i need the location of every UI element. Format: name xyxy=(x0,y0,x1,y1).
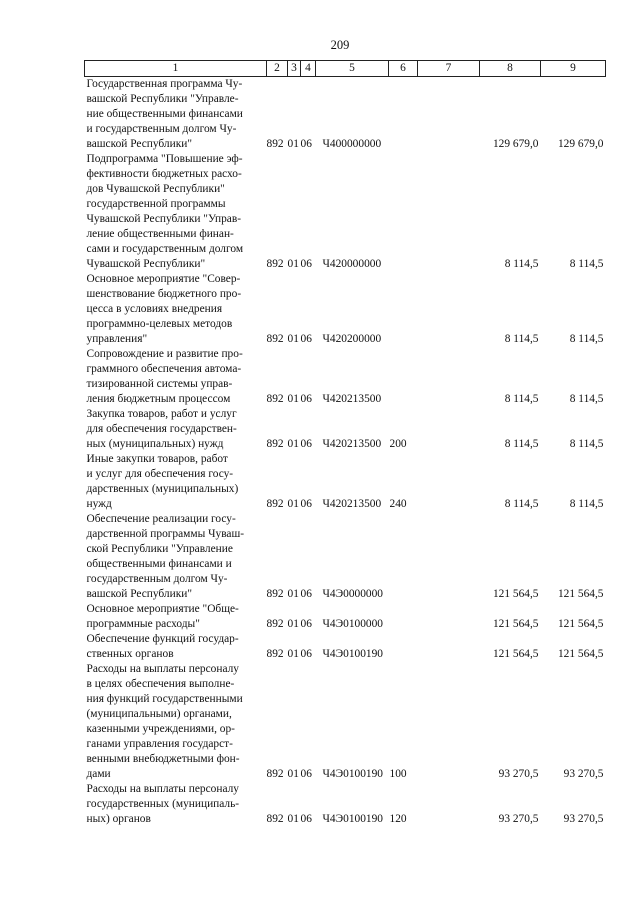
row-name-line: и услуг для обеспечения госу- xyxy=(86,468,234,480)
section-code: 01 xyxy=(287,813,299,825)
subsection-code: 06 xyxy=(300,258,312,270)
section-code: 01 xyxy=(287,648,299,660)
header-col-4: 4 xyxy=(301,61,316,77)
table-row xyxy=(85,512,606,602)
column-7-value xyxy=(418,407,480,452)
amount-col-9: 93 270,5 xyxy=(563,768,604,780)
target-article-code: Ч420213500 xyxy=(322,498,382,510)
row-name-line: Подпрограмма "Повышение эф- xyxy=(86,153,243,165)
amount-col-9: 121 564,5 xyxy=(557,648,604,660)
row-name-line: Иные закупки товаров, работ xyxy=(86,453,228,465)
header-col-9: 9 xyxy=(541,61,606,77)
header-col-7: 7 xyxy=(418,61,480,77)
row-name-line: ления бюджетным процессом xyxy=(86,393,231,405)
target-article-code: Ч4Э0100000 xyxy=(322,618,383,630)
target-article-code: Ч4Э0000000 xyxy=(322,588,383,600)
row-name xyxy=(85,782,267,827)
row-name-line: Чувашской Республики" xyxy=(86,258,206,270)
amount-col-8: 8 114,5 xyxy=(504,393,539,405)
header-col-6: 6 xyxy=(389,61,418,77)
row-name-line: граммного обеспечения автома- xyxy=(86,363,242,375)
ministry-code: 892 xyxy=(266,393,284,405)
row-name-line: венными внебюджетными фон- xyxy=(86,753,240,765)
ministry-code: 892 xyxy=(266,813,284,825)
table-row xyxy=(85,452,606,512)
row-name-line: Расходы на выплаты персоналу xyxy=(86,783,239,795)
target-article-code: Ч420000000 xyxy=(322,258,382,270)
section-code: 01 xyxy=(287,618,299,630)
expense-type-code: 240 xyxy=(389,498,407,510)
row-name xyxy=(85,77,267,153)
column-7-value xyxy=(418,782,480,827)
table-body xyxy=(85,77,606,828)
row-name-line: вашской Республики" xyxy=(86,588,192,600)
row-name xyxy=(85,452,267,512)
header-col-8: 8 xyxy=(480,61,541,77)
expense-type-code xyxy=(389,602,418,632)
row-name-line: вашской Республики" xyxy=(86,138,192,150)
row-name-line: ственных органов xyxy=(86,648,174,660)
row-name xyxy=(85,347,267,407)
amount-col-9: 8 114,5 xyxy=(569,393,604,405)
row-name-line: Обеспечение функций государ- xyxy=(86,633,239,645)
row-name-line: дами xyxy=(86,768,111,780)
subsection-code: 06 xyxy=(300,438,312,450)
amount-col-8: 8 114,5 xyxy=(504,498,539,510)
expense-type-code xyxy=(389,152,418,272)
ministry-code: 892 xyxy=(266,498,284,510)
subsection-code: 06 xyxy=(300,393,312,405)
row-name-line: в целях обеспечения выполне- xyxy=(86,678,235,690)
section-code: 01 xyxy=(287,258,299,270)
table-row xyxy=(85,632,606,662)
budget-table xyxy=(84,60,606,827)
table-row xyxy=(85,662,606,782)
target-article-code: Ч420200000 xyxy=(322,333,382,345)
row-name-line: вашской Республики "Управле- xyxy=(86,93,239,105)
ministry-code: 892 xyxy=(266,768,284,780)
row-name-line: общественными финансами и xyxy=(86,558,232,570)
row-name-line: Расходы на выплаты персоналу xyxy=(86,663,239,675)
subsection-code: 06 xyxy=(300,648,312,660)
table-row xyxy=(85,152,606,272)
subsection-code: 06 xyxy=(300,768,312,780)
row-name-line: ния функций государственными xyxy=(86,693,243,705)
row-name xyxy=(85,152,267,272)
ministry-code: 892 xyxy=(266,648,284,660)
row-name-line: Основное мероприятие "Совер- xyxy=(86,273,241,285)
row-name-line: программно-целевых методов xyxy=(86,318,233,330)
amount-col-8: 93 270,5 xyxy=(498,768,539,780)
table-row xyxy=(85,407,606,452)
target-article-code: Ч4Э0100190 xyxy=(322,813,383,825)
target-article-code: Ч420213500 xyxy=(322,438,382,450)
ministry-code: 892 xyxy=(266,333,284,345)
column-7-value xyxy=(418,632,480,662)
section-code: 01 xyxy=(287,768,299,780)
header-col-5: 5 xyxy=(316,61,389,77)
section-code: 01 xyxy=(287,588,299,600)
row-name-line: государственным долгом Чу- xyxy=(86,573,228,585)
amount-col-8: 121 564,5 xyxy=(492,648,539,660)
subsection-code: 06 xyxy=(300,588,312,600)
expense-type-code: 200 xyxy=(389,438,407,450)
table-row xyxy=(85,77,606,153)
ministry-code: 892 xyxy=(266,618,284,630)
column-7-value xyxy=(418,152,480,272)
expense-type-code xyxy=(389,512,418,602)
row-name-line: управления" xyxy=(86,333,148,345)
section-code: 01 xyxy=(287,138,299,150)
amount-col-9: 8 114,5 xyxy=(569,438,604,450)
amount-col-9: 93 270,5 xyxy=(563,813,604,825)
amount-col-8: 8 114,5 xyxy=(504,438,539,450)
row-name-line: Закупка товаров, работ и услуг xyxy=(86,408,237,420)
section-code: 01 xyxy=(287,498,299,510)
amount-col-8: 93 270,5 xyxy=(498,813,539,825)
row-name-line: дов Чувашской Республики" xyxy=(86,183,225,195)
header-col-2: 2 xyxy=(267,61,288,77)
row-name-line: сами и государственным долгом xyxy=(86,243,244,255)
section-code: 01 xyxy=(287,393,299,405)
ministry-code: 892 xyxy=(266,258,284,270)
row-name xyxy=(85,272,267,347)
amount-col-9: 121 564,5 xyxy=(557,618,604,630)
column-7-value xyxy=(418,452,480,512)
row-name-line: (муниципальными) органами, xyxy=(86,708,232,720)
row-name-line: для обеспечения государствен- xyxy=(86,423,237,435)
row-name-line: дарственных (муниципальных) xyxy=(86,483,239,495)
amount-col-8: 121 564,5 xyxy=(492,588,539,600)
row-name-line: дарственной программы Чуваш- xyxy=(86,528,245,540)
row-name-line: ганами управления государст- xyxy=(86,738,233,750)
row-name-line: ных) органов xyxy=(86,813,151,825)
amount-col-8: 121 564,5 xyxy=(492,618,539,630)
row-name xyxy=(85,407,267,452)
row-name-line: Обеспечение реализации госу- xyxy=(86,513,236,525)
amount-col-9: 8 114,5 xyxy=(569,333,604,345)
row-name-line: Сопровождение и развитие про- xyxy=(86,348,243,360)
amount-col-9: 121 564,5 xyxy=(557,588,604,600)
amount-col-8: 8 114,5 xyxy=(504,258,539,270)
row-name-line: цесса в условиях внедрения xyxy=(86,303,223,315)
target-article-code: Ч400000000 xyxy=(322,138,382,150)
amount-col-8: 8 114,5 xyxy=(504,333,539,345)
column-7-value xyxy=(418,662,480,782)
row-name-line: нужд xyxy=(86,498,112,510)
row-name-line: ление общественными финан- xyxy=(86,228,234,240)
row-name-line: Государственная программа Чу- xyxy=(86,78,243,90)
expense-type-code: 120 xyxy=(389,813,407,825)
target-article-code: Ч4Э0100190 xyxy=(322,648,383,660)
table-header-row xyxy=(85,61,606,77)
row-name xyxy=(85,512,267,602)
amount-col-9: 129 679,0 xyxy=(557,138,604,150)
amount-col-9: 8 114,5 xyxy=(569,258,604,270)
row-name-line: ние общественными финансами xyxy=(86,108,243,120)
amount-col-8: 129 679,0 xyxy=(492,138,539,150)
row-name-line: и государственным долгом Чу- xyxy=(86,123,237,135)
subsection-code: 06 xyxy=(300,813,312,825)
section-code: 01 xyxy=(287,438,299,450)
target-article-code: Ч4Э0100190 xyxy=(322,768,383,780)
ministry-code: 892 xyxy=(266,138,284,150)
column-7-value xyxy=(418,512,480,602)
row-name xyxy=(85,632,267,662)
row-name-line: фективности бюджетных расхо- xyxy=(86,168,242,180)
table-row xyxy=(85,347,606,407)
section-code: 01 xyxy=(287,333,299,345)
ministry-code: 892 xyxy=(266,438,284,450)
row-name-line: шенствование бюджетного про- xyxy=(86,288,242,300)
expense-type-code xyxy=(389,272,418,347)
subsection-code: 06 xyxy=(300,138,312,150)
subsection-code: 06 xyxy=(300,333,312,345)
subsection-code: 06 xyxy=(300,498,312,510)
header-col-3: 3 xyxy=(288,61,301,77)
column-7-value xyxy=(418,602,480,632)
header-col-1: 1 xyxy=(85,61,267,77)
subsection-code: 06 xyxy=(300,618,312,630)
row-name-line: Основное мероприятие "Обще- xyxy=(86,603,239,615)
table-row xyxy=(85,602,606,632)
row-name xyxy=(85,602,267,632)
row-name-line: ных (муниципальных) нужд xyxy=(86,438,224,450)
expense-type-code xyxy=(389,632,418,662)
column-7-value xyxy=(418,77,480,153)
expense-type-code: 100 xyxy=(389,768,407,780)
expense-type-code xyxy=(389,77,418,153)
row-name-line: Чувашской Республики "Управ- xyxy=(86,213,242,225)
ministry-code: 892 xyxy=(266,588,284,600)
page-number: 209 xyxy=(330,38,350,52)
table-row xyxy=(85,272,606,347)
row-name-line: ской Республики "Управление xyxy=(86,543,233,555)
row-name xyxy=(85,662,267,782)
expense-type-code xyxy=(389,347,418,407)
column-7-value xyxy=(418,272,480,347)
column-7-value xyxy=(418,347,480,407)
row-name-line: программные расходы" xyxy=(86,618,200,630)
row-name-line: тизированной системы управ- xyxy=(86,378,233,390)
row-name-line: государственных (муниципаль- xyxy=(86,798,240,810)
table-row xyxy=(85,782,606,827)
target-article-code: Ч420213500 xyxy=(322,393,382,405)
row-name-line: государственной программы xyxy=(86,198,226,210)
amount-col-9: 8 114,5 xyxy=(569,498,604,510)
row-name-line: казенными учреждениями, ор- xyxy=(86,723,235,735)
